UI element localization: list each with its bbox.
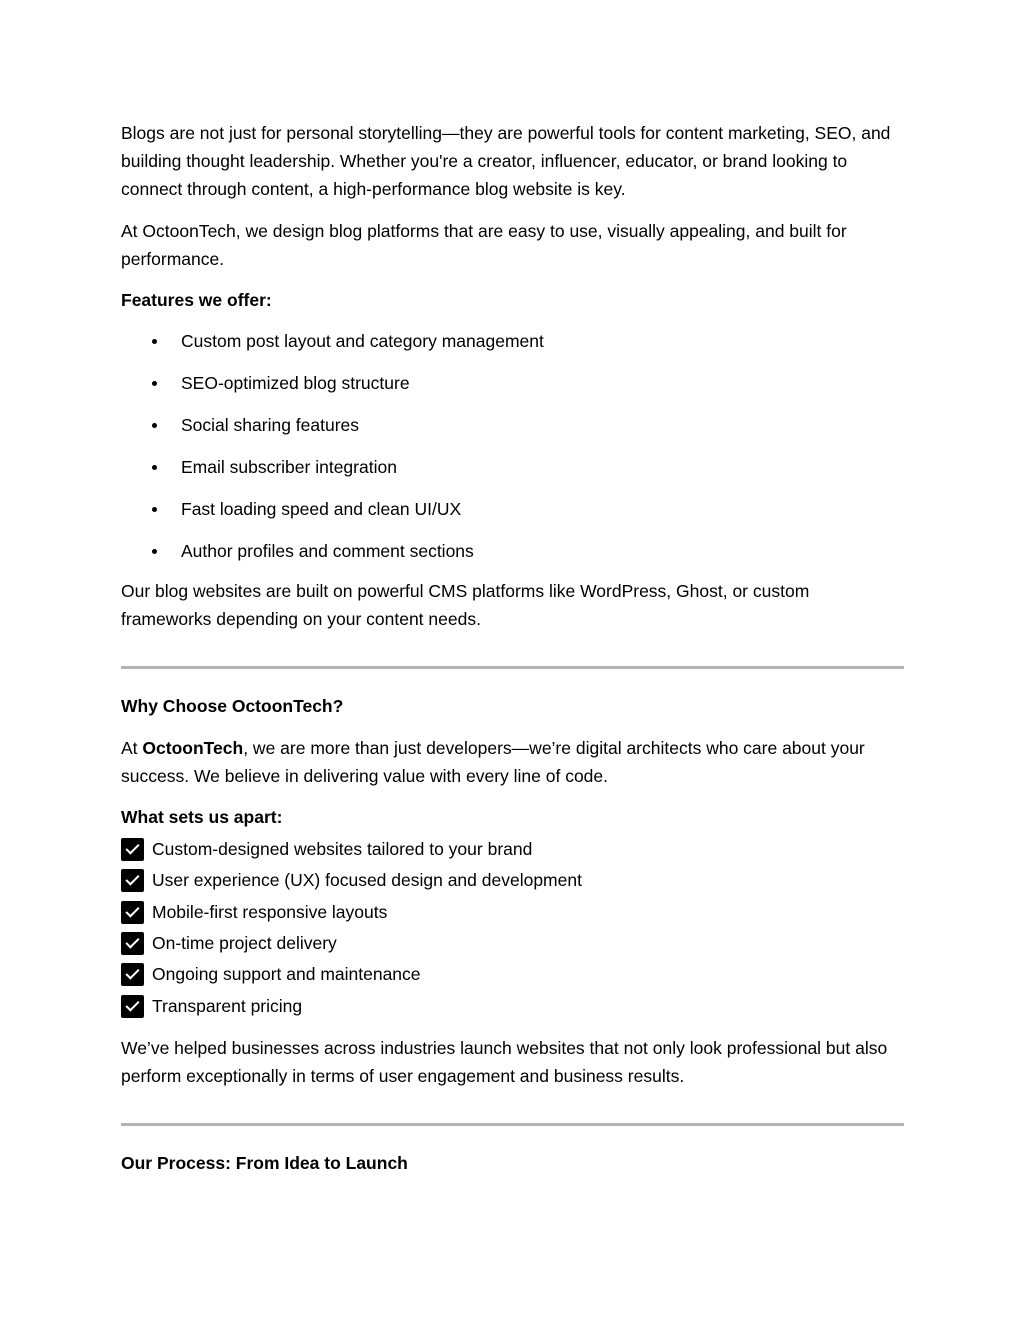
- check-label: Ongoing support and maintenance: [152, 964, 421, 985]
- list-item: [121, 834, 904, 865]
- list-item: [121, 897, 904, 928]
- apart-heading: What sets us apart:: [121, 807, 283, 827]
- list-item: [121, 928, 904, 959]
- check-mark-icon: [121, 995, 144, 1018]
- check-mark-icon: [121, 963, 144, 986]
- check-label: User experience (UX) focused design and development: [152, 870, 582, 891]
- section-divider: [121, 666, 904, 669]
- why-heading: Why Choose OctoonTech?: [121, 696, 344, 716]
- list-item: Custom post layout and category management: [121, 327, 904, 355]
- check-label: On-time project delivery: [152, 933, 337, 954]
- why-closing-paragraph: We’ve helped businesses across industries launch websites that not only look professional but also perform exceptionally in terms of user engagement and business results.: [121, 1037, 888, 1086]
- features-heading: Features we offer:: [121, 290, 272, 310]
- check-label: Custom-designed websites tailored to your brand: [152, 839, 533, 860]
- check-mark-icon: [121, 932, 144, 955]
- check-mark-icon: [121, 869, 144, 892]
- list-item: SEO-optimized blog structure: [121, 369, 904, 397]
- document-page: [121, 119, 904, 1177]
- list-item: Fast loading speed and clean UI/UX: [121, 495, 904, 523]
- process-heading: Our Process: From Idea to Launch: [121, 1152, 408, 1173]
- check-label: Transparent pricing: [152, 995, 303, 1016]
- apart-checklist: [121, 834, 904, 1022]
- check-label: Mobile-first responsive layouts: [152, 901, 388, 922]
- intro-paragraph-2: At OctoonTech, we design blog platforms that are easy to use, visually appealing, and built for performance.: [121, 221, 847, 269]
- check-mark-icon: [121, 838, 144, 861]
- list-item: [121, 959, 904, 990]
- list-item: Email subscriber integration: [121, 453, 904, 481]
- why-paragraph-rest: , we are more than just developers—we’re digital architects who care about your success. We believe in delivering value with every line of code.: [121, 738, 865, 786]
- why-paragraph: [121, 734, 904, 790]
- why-paragraph-prefix: At: [121, 738, 143, 758]
- section-divider: [121, 1123, 904, 1126]
- check-mark-icon: [121, 901, 144, 924]
- features-closing-paragraph: Our blog websites are built on powerful CMS platforms like WordPress, Ghost, or custom frameworks depending on your content needs.: [121, 581, 810, 629]
- list-item: [121, 990, 904, 1021]
- brand-name: OctoonTech: [142, 738, 244, 758]
- list-item: Social sharing features: [121, 411, 904, 439]
- intro-paragraph-1: Blogs are not just for personal storytelling—they are powerful tools for content marketing, SEO, and building thought leadership. Whether you're a creator, influencer, educator, or brand looking to connect through content, a high-performance blog website is key.: [121, 123, 891, 199]
- features-list: [121, 327, 904, 565]
- list-item: [121, 865, 904, 896]
- list-item: Author profiles and comment sections: [121, 537, 904, 565]
